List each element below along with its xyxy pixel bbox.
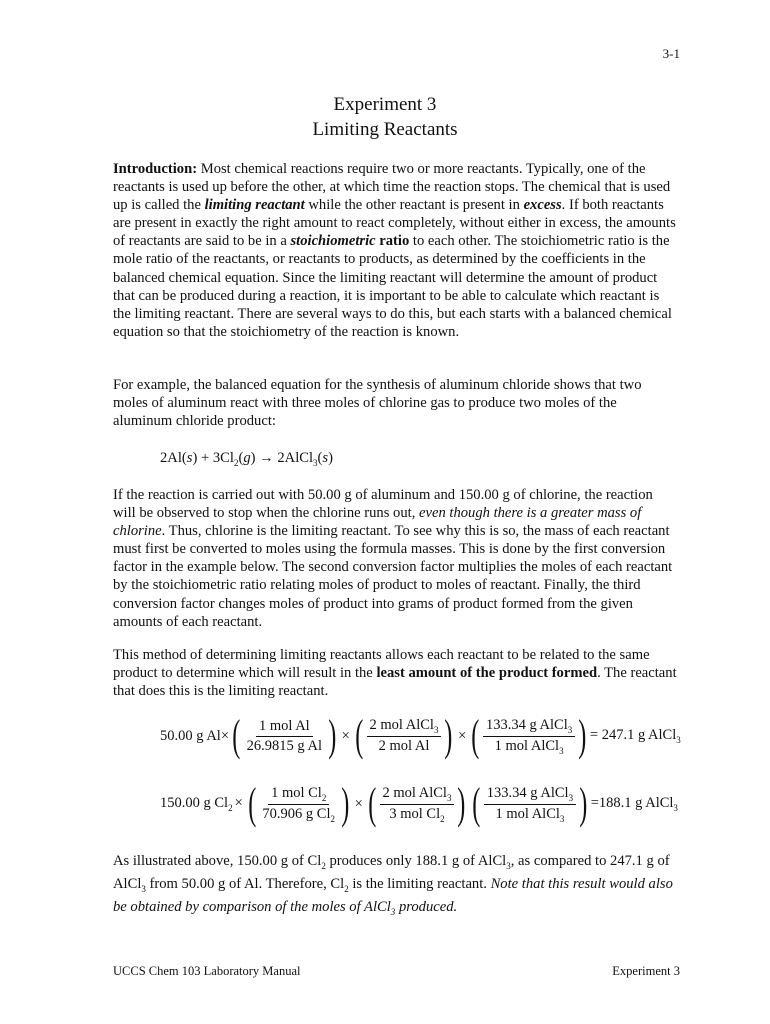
- conclusion-paragraph: As illustrated above, 150.00 g of $Cl_2$ produces only 188.1 g of AlCl$_3$, as compared to 247.1 g of AlCl$_3$ from 50.00 g of Al. Therefore, $Cl_2$ is the limiting reactant. Note that this result would also be obtained by comparison of the moles of AlCl$_3$ produced.: [113, 853, 673, 917]
- footer-experiment: Experiment 3: [612, 964, 680, 978]
- example-paragraph: For example, the balanced equation for the synthesis of aluminum chloride shows that two moles of aluminum react with three moles of chlorine gas to produce two moles of the aluminum chloride product:: [113, 377, 642, 430]
- calculation-chlorine: 150.00 g $Cl_2$ × ( $\frac{1 mol Cl_2}{70.906 g Cl_2}$ ) × ( $\frac{2 mol AlCl_3}{3 mol Cl_2}$ ) ( $\frac{133.34 g AlCl_3}{1 mol AlCl_3}$ ) =188.1 g AlCl$_3$: [160, 779, 678, 828]
- calculation-aluminum: 50.00 g Al× ( $\frac{\text{1 mol Al}}{\text{26.9815 g Al}}$ ) × ( $\frac{2 mol AlCl_3}{\text{2 mol Al}}$ ) × ( $\frac{133.34 g AlCl_3}{1 mol AlCl_3}$ ) = 247.1 g AlCl$_3$: [160, 711, 681, 760]
- balanced-equation: $2Al(s) + 3Cl_2(g)$ → 2AlCl$_3$(s): [160, 450, 333, 468]
- title-line-1: Experiment 3: [333, 94, 437, 115]
- method-paragraph: This method of determining limiting reactants allows each reactant to be related to the same product to determine which will result in the least amount of the product formed. The reactant that does this is the limiting reactant.: [113, 647, 677, 700]
- page-number: 3-1: [662, 46, 680, 61]
- reaction-paragraph: If the reaction is carried out with 50.00 g of aluminum and 150.00 g of chlorine, the reaction will be observed to stop when the chlorine runs out, even though there is a greater mass of chlorine. Thus, chlorine is the limiting reactant. To see why this is so, the mass of each reactant must first be converted to moles using the formula masses. This is done by the first conversion factor in the example below. The second conversion factor multiplies the moles of each reactant by the stoichiometric ratio relating moles of product to moles of reactant. Finally, the third conversion factor changes moles of product into grams of product formed from the given amounts of each reactant.: [113, 487, 673, 630]
- title-line-2: Limiting Reactants: [312, 119, 458, 140]
- introduction-paragraph: Introduction: Most chemical reactions require two or more reactants. Typically, one of the reactants is used up before the other, at which time the reaction stops. The chemical that is used up is called the limiting reactant while the other reactant is present in excess. If both reactants are present in exactly the right amount to react completely, without either in excess, the amounts of reactants are said to be in a stoichiometric ratio to each other. The stoichiometric ratio is the mole ratio of the reactants, or reactants to products, as determined by the coefficients in the balanced chemical equation. Since the limiting reactant will determine the amount of product that can be produced during a reaction, it is important to be able to calculate which reactant is the limiting reactant. There are several ways to do this, but each starts with a balanced chemical equation so that the stoichiometry of the reaction is known.: [113, 161, 676, 340]
- page-title: [0, 92, 770, 142]
- footer-manual-title: UCCS Chem 103 Laboratory Manual: [113, 964, 301, 978]
